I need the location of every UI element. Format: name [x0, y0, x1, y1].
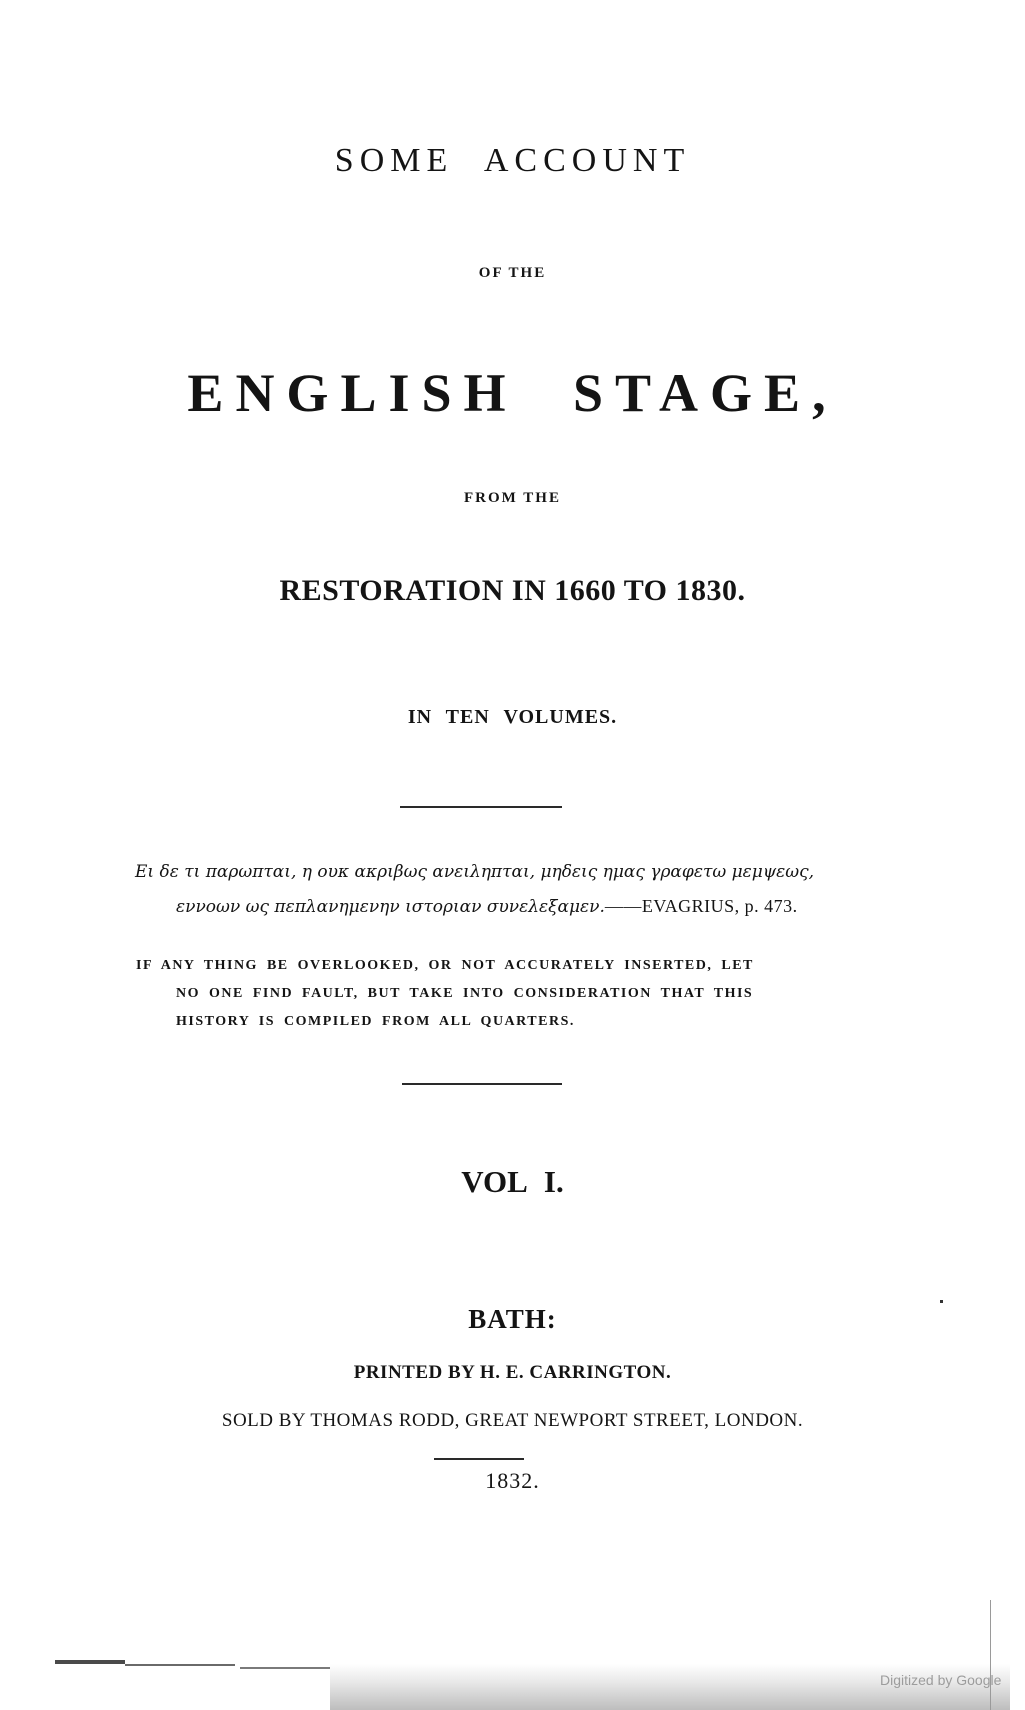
imprint-seller: SOLD BY THOMAS RODD, GREAT NEWPORT STREET, LONDON.	[221, 1410, 804, 1431]
epigraph-greek-text: εννοων ως πεπλανημενην ιστοριαν συνελεξαμεν.	[176, 897, 605, 917]
scan-smudge	[240, 1667, 330, 1669]
title-of-the: OF THE	[478, 265, 547, 281]
volume-number: VOL I.	[461, 1164, 564, 1199]
digitized-watermark: Digitized by Google	[880, 1672, 1002, 1688]
divider-rule	[434, 1458, 524, 1460]
scan-page-edge	[990, 1600, 991, 1710]
scan-smudge	[125, 1664, 235, 1666]
epigraph-greek-line2	[176, 896, 798, 917]
epigraph-translation-line3: HISTORY IS COMPILED FROM ALL QUARTERS.	[176, 1014, 575, 1029]
imprint-year: 1832.	[485, 1468, 540, 1493]
imprint-printer: PRINTED BY H. E. CARRINGTON.	[353, 1362, 672, 1383]
divider-rule	[402, 1083, 562, 1085]
title-ten-volumes: IN TEN VOLUMES.	[407, 706, 618, 728]
scan-dot	[940, 1300, 943, 1303]
imprint-place: BATH:	[468, 1304, 557, 1334]
divider-rule	[400, 806, 562, 808]
epigraph-greek-line1: Ει δε τι παρωπται, η ουκ ακριβως ανειληπται, μηδεις ημας γραφετω μεμψεως,	[135, 862, 815, 882]
scan-smudge	[55, 1660, 125, 1664]
epigraph-attribution: ——EVAGRIUS, p. 473.	[604, 896, 798, 916]
epigraph-translation-line2: NO ONE FIND FAULT, BUT TAKE INTO CONSIDERATION THAT THIS	[176, 986, 754, 1001]
title-restoration: RESTORATION IN 1660 TO 1830.	[279, 574, 746, 607]
title-some-account: SOME ACCOUNT	[334, 142, 691, 179]
epigraph-translation-line1: IF ANY THING BE OVERLOOKED, OR NOT ACCURATELY INSERTED, LET	[136, 958, 754, 973]
title-english-stage: ENGLISH STAGE,	[187, 363, 838, 423]
title-from-the: FROM THE	[464, 490, 561, 506]
